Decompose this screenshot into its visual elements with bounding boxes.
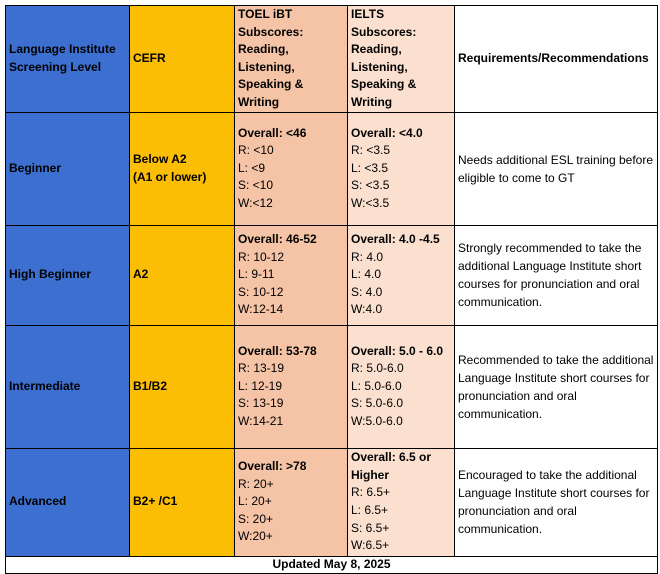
toefl-overall: Overall: <46: [238, 125, 307, 140]
toefl-reading: R: 13-19: [238, 361, 285, 376]
requirements-cell: Encouraged to take the additional Language Institute short courses for pronunciation and oral communication.: [455, 448, 658, 556]
screening-level-table: [5, 5, 658, 574]
toefl-overall: Overall: 46-52: [238, 232, 317, 247]
table-row: [6, 225, 658, 325]
cefr-line: Below A2: [133, 151, 187, 166]
ielts-cell: [348, 448, 455, 556]
level-cell: Intermediate: [6, 325, 130, 448]
table-row: [6, 448, 658, 556]
toefl-listening: L: <9: [238, 160, 266, 175]
ielts-listening: L: 6.5+: [351, 503, 389, 518]
cefr-cell: [130, 448, 235, 556]
toefl-cell: [235, 112, 348, 225]
ielts-speaking: S: 5.0-6.0: [351, 396, 404, 411]
table-row: [6, 112, 658, 225]
level-cell: Beginner: [6, 112, 130, 225]
toefl-speaking: S: 20+: [238, 511, 274, 526]
toefl-cell: [235, 325, 348, 448]
toefl-writing: W:<12: [238, 195, 273, 210]
toefl-listening: L: 20+: [238, 494, 272, 509]
level-cell: High Beginner: [6, 225, 130, 325]
cefr-line: B1/B2: [133, 378, 168, 393]
toefl-speaking: S: 13-19: [238, 396, 284, 411]
toefl-listening: L: 9-11: [238, 267, 275, 282]
ielts-overall: Overall: 5.0 - 6.0: [351, 343, 444, 358]
toefl-overall: Overall: 53-78: [238, 343, 317, 358]
ielts-writing: W:6.5+: [351, 538, 390, 553]
ielts-reading: R: 6.5+: [351, 485, 391, 500]
cefr-cell: [130, 112, 235, 225]
ielts-overall: Overall: 4.0 -4.5: [351, 232, 440, 247]
updated-date-footer: Updated May 8, 2025: [6, 556, 658, 573]
toefl-reading: R: 10-12: [238, 249, 285, 264]
requirements-cell: Recommended to take the additional Language Institute short courses for pronunciation and oral communication.: [455, 325, 658, 448]
toefl-cell: [235, 225, 348, 325]
ielts-reading: R: <3.5: [351, 143, 391, 158]
ielts-cell: [348, 325, 455, 448]
cefr-line: A2: [133, 267, 149, 282]
header-toefl: TOEL iBT Subscores: Reading, Listening, Speaking & Writing: [235, 6, 348, 113]
toefl-listening: L: 12-19: [238, 378, 283, 393]
table-row: [6, 325, 658, 448]
toefl-cell: [235, 448, 348, 556]
header-level: Language Institute Screening Level: [6, 6, 130, 113]
toefl-writing: W:14-21: [238, 413, 284, 428]
requirements-cell: Needs additional ESL training before eligible to come to GT: [455, 112, 658, 225]
ielts-speaking: S: 6.5+: [351, 520, 390, 535]
ielts-overall: Overall: 6.5 or Higher: [351, 450, 432, 482]
toefl-reading: R: 20+: [238, 476, 274, 491]
toefl-writing: W:20+: [238, 529, 273, 544]
ielts-reading: R: 5.0-6.0: [351, 361, 404, 376]
header-ielts: IELTS Subscores: Reading, Listening, Speaking & Writing: [348, 6, 455, 113]
ielts-listening: L: 5.0-6.0: [351, 378, 402, 393]
table-footer-row: [6, 556, 658, 573]
ielts-writing: W:<3.5: [351, 195, 390, 210]
toefl-writing: W:12-14: [238, 302, 284, 317]
toefl-speaking: S: <10: [238, 178, 274, 193]
ielts-writing: W:5.0-6.0: [351, 413, 403, 428]
toefl-speaking: S: 10-12: [238, 284, 284, 299]
toefl-overall: Overall: >78: [238, 459, 307, 474]
ielts-reading: R: 4.0: [351, 249, 384, 264]
cefr-line: B2+ /C1: [133, 494, 178, 509]
table-header-row: [6, 6, 658, 113]
ielts-cell: [348, 112, 455, 225]
toefl-reading: R: <10: [238, 143, 274, 158]
ielts-listening: L: 4.0: [351, 267, 382, 282]
ielts-writing: W:4.0: [351, 302, 383, 317]
cefr-cell: [130, 325, 235, 448]
level-cell: Advanced: [6, 448, 130, 556]
ielts-cell: [348, 225, 455, 325]
cefr-cell: [130, 225, 235, 325]
ielts-listening: L: <3.5: [351, 160, 389, 175]
header-requirements: Requirements/Recommendations: [455, 6, 658, 113]
header-cefr: CEFR: [130, 6, 235, 113]
requirements-cell: Strongly recommended to take the additional Language Institute short courses for pronunciation and oral communication.: [455, 225, 658, 325]
cefr-line: (A1 or lower): [133, 169, 207, 184]
ielts-speaking: S: 4.0: [351, 284, 383, 299]
ielts-speaking: S: <3.5: [351, 178, 390, 193]
ielts-overall: Overall: <4.0: [351, 125, 423, 140]
